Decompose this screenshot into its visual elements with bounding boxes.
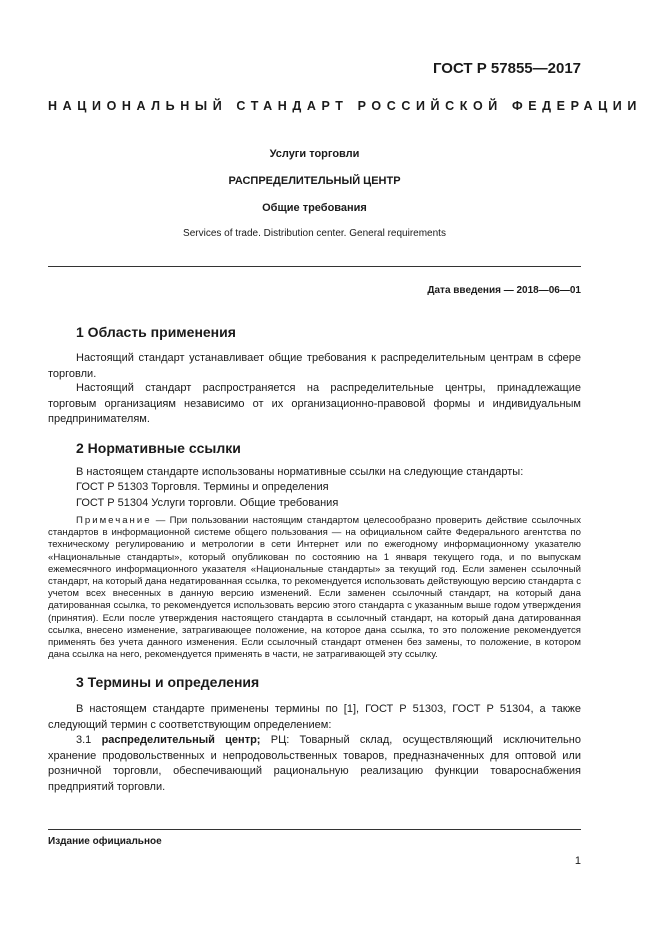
section-2-heading: 2 Нормативные ссылки	[76, 440, 241, 456]
title-line-3: Общие требования	[262, 202, 367, 214]
section-2-note	[48, 515, 581, 661]
official-edition-label: Издание официальное	[48, 836, 162, 847]
section-1-paragraph-2: Настоящий стандарт распространяется на распределительные центры, принадлежащие торговым организациям независимо от их организационно-правовой формы и индивидуальным предпринимателям.	[48, 382, 581, 426]
note-label: Примечание	[76, 515, 152, 526]
term-3-1	[48, 733, 581, 795]
term-number: 3.1	[76, 734, 102, 746]
title-line-1: Услуги торговли	[269, 148, 360, 160]
footer-divider	[48, 829, 581, 830]
section-3-paragraph-1: В настоящем стандарте применены термины по [1], ГОСТ Р 51303, ГОСТ Р 51304, а также следующий термин с соответствующим определением:	[48, 703, 581, 731]
reference-gost-51304: ГОСТ Р 51304 Услуги торговли. Общие требования	[76, 497, 339, 509]
title-line-2: РАСПРЕДЕЛИТЕЛЬНЫЙ ЦЕНТР	[228, 175, 401, 187]
section-1-paragraph-1: Настоящий стандарт устанавливает общие требования к распределительным центрам в сфере торговли.	[48, 352, 581, 380]
page-number: 1	[574, 855, 581, 867]
term-name: распределительный центр;	[101, 734, 261, 746]
section-3-heading: 3 Термины и определения	[76, 674, 260, 690]
national-standard-banner: НАЦИОНАЛЬНЫЙ СТАНДАРТ РОССИЙСКОЙ ФЕДЕРАЦИИ	[48, 99, 642, 113]
introduction-date: Дата введения — 2018—06—01	[427, 285, 581, 296]
document-code: ГОСТ Р 57855—2017	[432, 60, 581, 77]
note-text: — При пользовании настоящим стандартом целесообразно проверить действие ссылочных стандартов в информационной системе общего пользования — на официальном сайте Федерального агентства по техническому регулированию и метрологии в сети Интернет или по ежегодному информационному указателю «Национальные стандарты», который опубликован по состоянию на 1 января текущего года, и по выпускам ежемесячного информационного указателя «Национальные стандарты» за текущий год. Если заменен ссылочный стандарт, на который дана недатированная ссылка, то рекомендуется использовать действующую версию стандарта с учетом всех внесенных в данную версию изменений. Если заменен ссылочный стандарт, на который дана датированная ссылка, то рекомендуется использовать версию этого стандарта с указанным выше годом утверждения (принятия). Если после утверждения настоящего стандарта в ссылочный стандарт, на который дана датированная ссылка, внесено изменение, затрагивающее положение, на которое дана ссылка, то это положение рекомендуется применять без учета данного изменения. Если ссылочный стандарт отменен без замены, то положение, в котором дана ссылка на него, рекомендуется применять в части, не затрагивающей эту ссылку.	[48, 515, 581, 661]
section-1-heading: 1 Область применения	[76, 324, 236, 340]
section-2-paragraph-1: В настоящем стандарте использованы нормативные ссылки на следующие стандарты:	[76, 466, 524, 478]
term-definition: РЦ: Товарный склад, осуществляющий исключительно хранение продовольственных и непродовольственных товаров, предназначенных для оптовой или розничной торговли, обеспечивающий рациональную реализацию функции товароснабжения предприятий торговли.	[48, 734, 581, 793]
reference-gost-51303: ГОСТ Р 51303 Торговля. Термины и определения	[76, 481, 329, 493]
title-english: Services of trade. Distribution center. General requirements	[183, 228, 446, 239]
title-divider	[48, 266, 581, 267]
